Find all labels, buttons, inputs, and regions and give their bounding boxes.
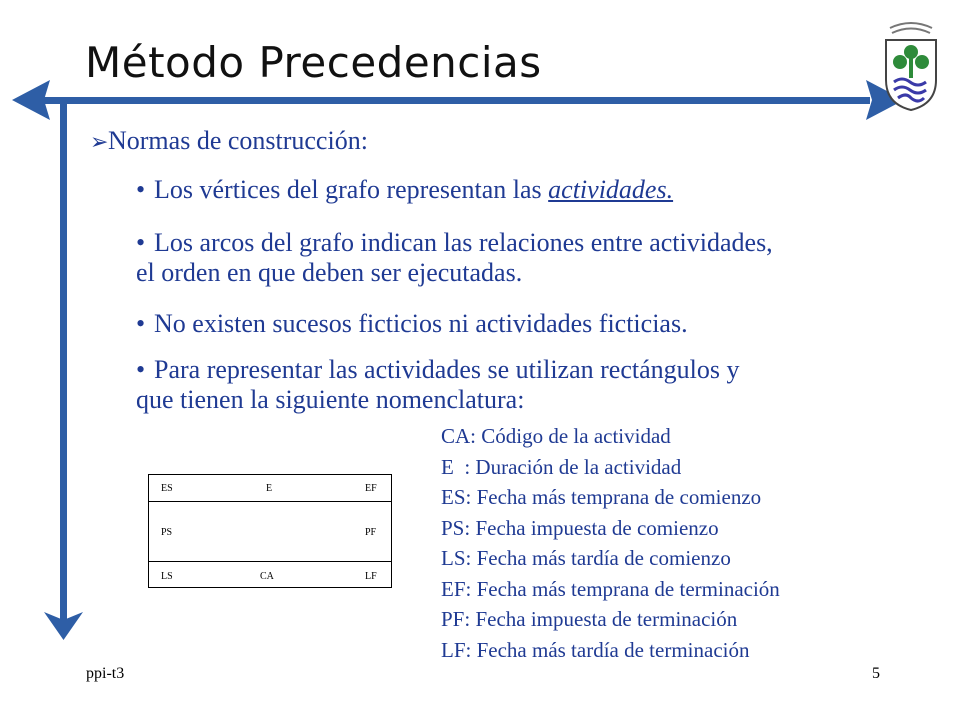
node-label-ls: LS — [161, 571, 173, 582]
section-heading — [90, 126, 368, 156]
vertical-arrow-bar — [60, 100, 67, 620]
legend-item: LS: Fecha más tardía de comienzo — [441, 546, 731, 570]
footer-label: ppi-t3 — [86, 665, 125, 682]
node-label-ef: EF — [365, 483, 377, 494]
bullet-no-fictitious — [136, 309, 916, 339]
legend-item: LF: Fecha más tardía de terminación — [441, 637, 750, 662]
bullet-vertices — [136, 175, 916, 205]
bullet-dot-icon: • — [136, 228, 146, 257]
legend-item: PS: Fecha impuesta de comienzo — [441, 515, 719, 540]
node-divider-top — [149, 501, 391, 502]
bullet-arcs-line1: Los arcos del grafo indican las relaciones entre actividades, — [154, 228, 773, 257]
page-number: 5 — [872, 665, 880, 682]
bullet-rectangles-line2: que tienen la siguiente nomenclatura: — [136, 385, 525, 414]
legend-item: CA: Código de la actividad — [441, 424, 671, 448]
nomenclature-legend — [441, 421, 780, 665]
section-heading-text: Normas de construcción: — [108, 126, 368, 155]
legend-item: ES: Fecha más temprana de comienzo — [441, 485, 762, 509]
legend-item: E : Duración de la actividad — [441, 454, 682, 479]
bullet-arcs-line2: el orden en que deben ser ejecutadas. — [136, 258, 523, 287]
page-title: Método Precedencias — [85, 38, 542, 87]
bullet-arcs — [136, 228, 916, 288]
node-label-e: E — [266, 483, 273, 494]
node-label-lf: LF — [365, 571, 377, 582]
node-label-pf: PF — [365, 527, 377, 538]
bullet-rectangles-line1: Para representar las actividades se utilizan rectángulos y — [154, 355, 740, 384]
bullet-dot-icon: • — [136, 309, 146, 338]
activity-node-diagram — [148, 474, 392, 588]
bullet-no-fictitious-text: No existen sucesos ficticios ni actividades ficticias. — [154, 309, 688, 338]
university-logo-icon — [880, 20, 942, 112]
node-label-ca: CA — [260, 571, 274, 582]
legend-item: EF: Fecha más temprana de terminación — [441, 576, 780, 601]
legend-item: PF: Fecha impuesta de terminación — [441, 607, 738, 631]
arrow-bullet-icon: ➢ — [90, 129, 109, 154]
bullet-dot-icon: • — [136, 355, 146, 384]
bullet-vertices-text: Los vértices del grafo representan las — [154, 175, 549, 204]
node-label-ps: PS — [161, 527, 173, 538]
bullet-vertices-emphasis: actividades. — [548, 175, 674, 204]
node-divider-bottom — [149, 561, 391, 562]
horizontal-arrow-bar — [40, 97, 870, 104]
bullet-dot-icon: • — [136, 175, 146, 204]
node-label-es: ES — [161, 483, 173, 494]
bullet-rectangles — [136, 355, 916, 415]
